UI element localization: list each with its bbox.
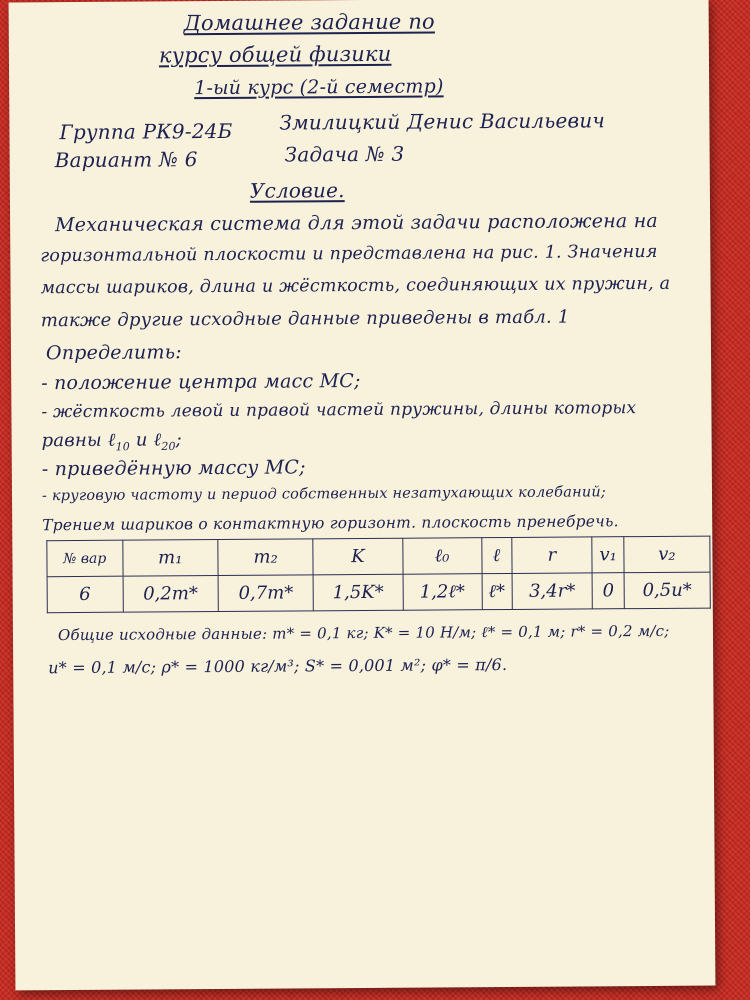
table-cell: 0,5u* xyxy=(624,572,710,609)
condition-line-4: также другие исходные данные приведены в табл. 1 xyxy=(40,306,570,332)
title-line-3: 1-ый курс (2-й семестр) xyxy=(194,75,444,100)
table-row xyxy=(47,572,710,613)
determine-item-3: - приведённую массу МС; xyxy=(41,456,306,481)
table-cell: 0,7m* xyxy=(218,575,314,612)
determine-item-2: - жёсткость левой и правой частей пружины, длины которых xyxy=(41,398,637,423)
condition-line-2: горизонтальной плоскости и представлена на рис. 1. Значения xyxy=(40,241,658,267)
table-cell: 0 xyxy=(592,573,624,609)
title-line-1: Домашнее задание по xyxy=(183,9,435,36)
table-cell: 3,4r* xyxy=(512,573,593,610)
table-header-cell: ℓ xyxy=(481,537,511,573)
table-header-cell: r xyxy=(511,537,592,574)
task-number: Задача № 3 xyxy=(284,141,405,167)
determine-item-2-mid: и ℓ xyxy=(129,429,162,451)
table-cell: 1,2ℓ* xyxy=(403,574,482,611)
title-line-2: курсу общей физики xyxy=(158,41,392,68)
table-header-cell: № вар xyxy=(47,540,123,577)
table-header-cell: v₁ xyxy=(592,537,624,573)
friction-note: Трением шариков о контактную горизонт. плоскость пренебречь. xyxy=(42,512,619,535)
table-header-cell: K xyxy=(313,538,402,575)
table-header-cell: ℓ₀ xyxy=(402,538,481,575)
condition-heading: Условие. xyxy=(249,178,345,203)
student-name: Змилицкий Денис Васильевич xyxy=(279,108,606,135)
table-header-cell: m₂ xyxy=(218,539,314,576)
table-header-cell: v₂ xyxy=(624,536,710,573)
determine-heading: Определить: xyxy=(45,341,182,365)
condition-line-3: массы шариков, длина и жёсткость, соединяющих их пружин, а xyxy=(40,273,671,299)
paper-sheet xyxy=(9,0,716,990)
table-header-cell: m₁ xyxy=(122,540,218,577)
table-cell: 1,5K* xyxy=(313,574,402,611)
determine-item-2-cont xyxy=(42,429,182,454)
l10-subscript: 10 xyxy=(115,440,130,454)
data-table xyxy=(46,536,710,614)
determine-item-2-text: равны ℓ xyxy=(41,429,116,452)
determine-item-1: - положение центра масс МС; xyxy=(41,370,361,395)
l20-subscript: 20 xyxy=(161,439,176,453)
condition-line-1: Механическая система для этой задачи расположена на xyxy=(55,209,658,237)
common-data-line-1: Общие исходные данные: m* = 0,1 кг; K* = 10 Н/м; ℓ* = 0,1 м; r* = 0,2 м/с; xyxy=(57,621,670,645)
table-cell: ℓ* xyxy=(482,573,512,609)
common-data-line-2: u* = 0,1 м/с; ρ* = 1000 кг/м³; S* = 0,001 м²; φ* = π/6. xyxy=(48,654,508,678)
table-cell: 6 xyxy=(47,576,123,613)
table-cell: 0,2m* xyxy=(123,576,219,613)
determine-item-4: - круговую частоту и период собственных незатухающих колебаний; xyxy=(41,484,607,505)
determine-item-2-end: ; xyxy=(175,429,182,451)
student-group: Группа РК9-24Б xyxy=(59,118,233,145)
variant-number: Вариант № 6 xyxy=(54,147,198,173)
table-header-row xyxy=(47,536,710,577)
